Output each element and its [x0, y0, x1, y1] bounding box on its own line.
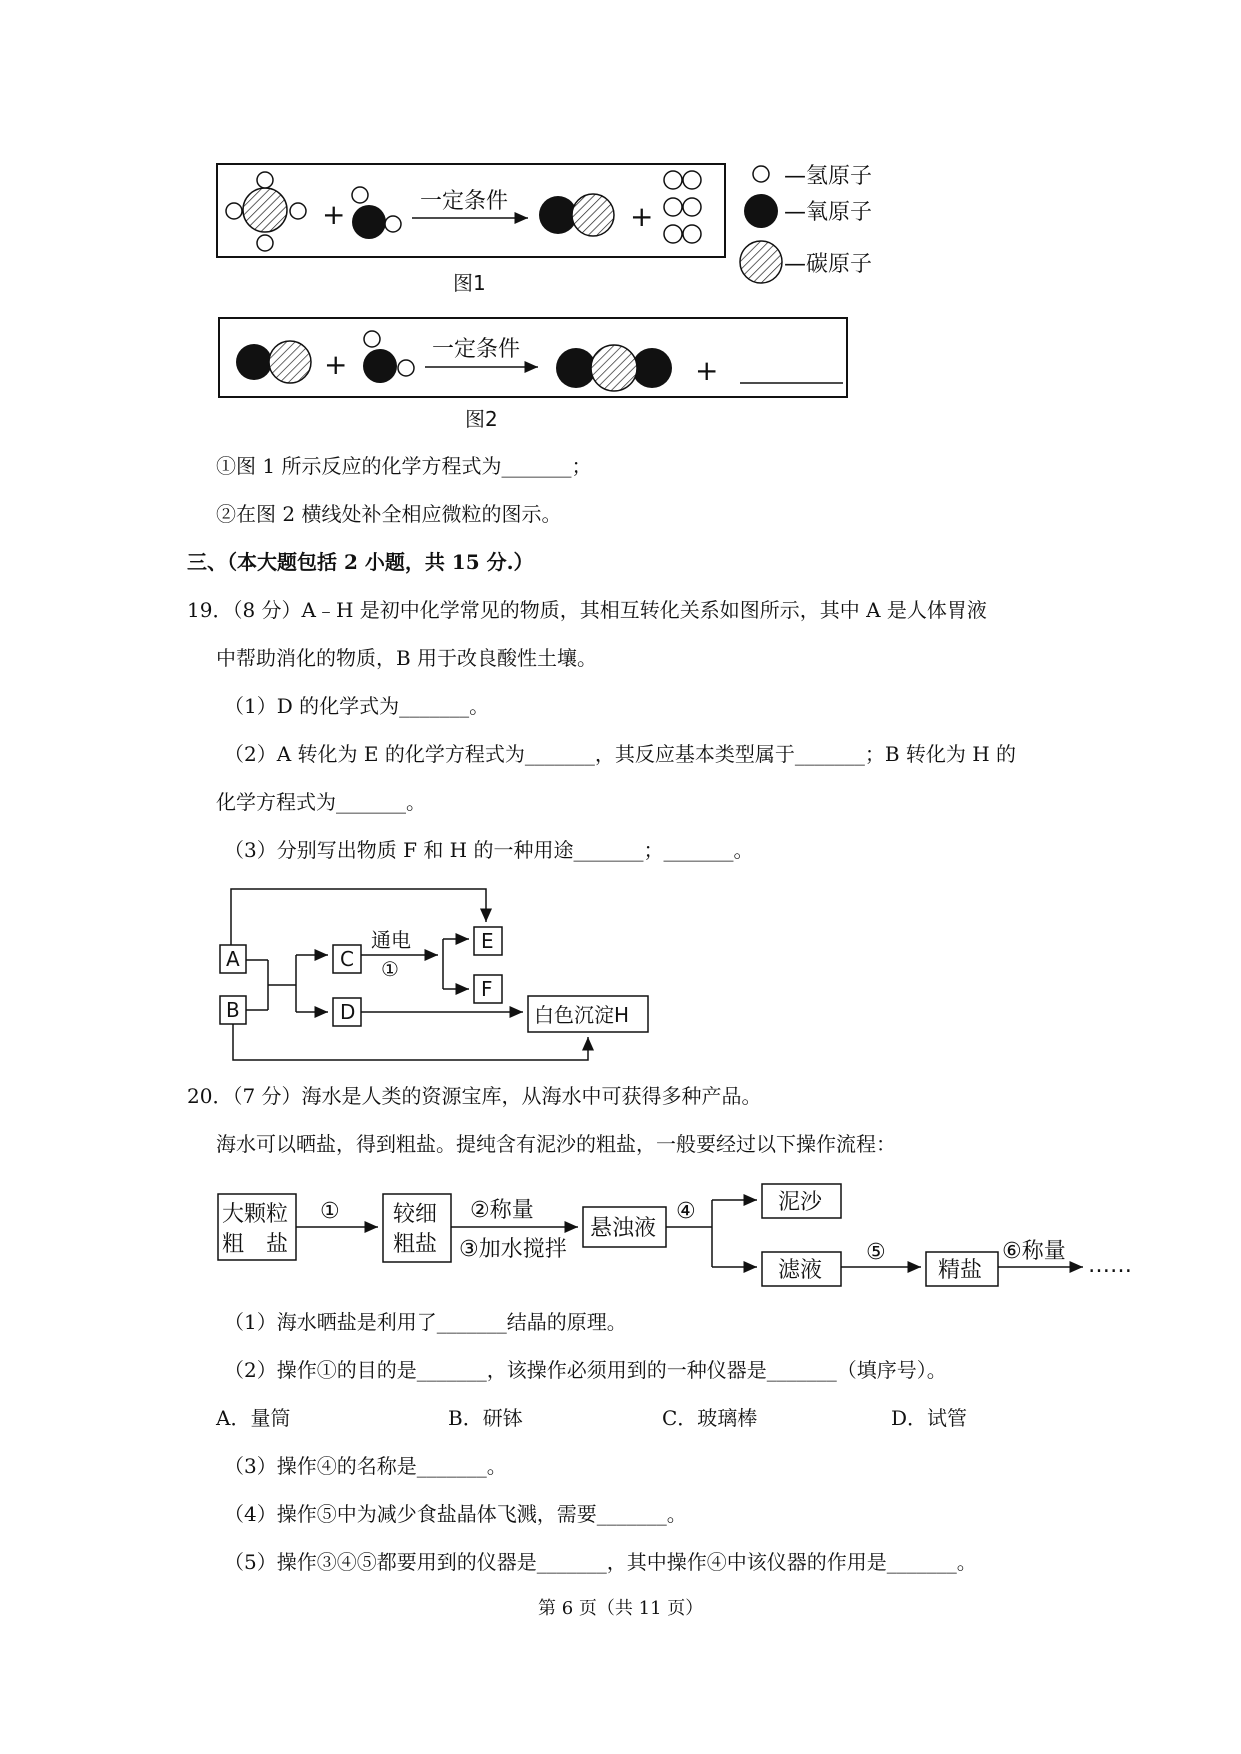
section-3-heading: 三、（本大题包括 2 小题，共 15 分.）: [187, 550, 534, 574]
legend-oxygen: —氧原子: [784, 200, 873, 225]
methane-molecule-icon: [226, 172, 306, 251]
figure1-condition: 一定条件: [420, 189, 509, 214]
q19-stem-line1: 19．（8 分）A﹣H 是初中化学常见的物质，其相互转化关系如图所示，其中 A 是人体胃液: [187, 598, 987, 622]
q19-sub2-line1: （2）A 转化为 E 的化学方程式为_______，其反应基本类型属于_______；B 转化为 H 的: [224, 742, 1017, 766]
water-molecule-icon: [363, 331, 414, 383]
q20-option-d: D．试管: [891, 1406, 968, 1430]
flow-box6: 精盐: [938, 1258, 983, 1283]
q20-sub2: （2）操作①的目的是_______，该操作必须用到的一种仪器是_______（填序号）。: [224, 1358, 947, 1382]
flow-step1: ①: [320, 1199, 340, 1224]
flow-step4: ④: [676, 1199, 696, 1224]
flow-box4: 泥沙: [778, 1190, 823, 1215]
label-A: A: [226, 947, 240, 971]
label-E: E: [481, 929, 494, 953]
plus-sign: +: [630, 200, 654, 233]
page-footer: 第 6 页（共 11 页）: [538, 1598, 704, 1619]
q19-diagram: [220, 889, 648, 1060]
plus-sign: +: [324, 348, 348, 381]
plus-sign: +: [695, 354, 719, 387]
q18-sub2: ②在图 2 横线处补全相应微粒的图示。: [216, 502, 562, 526]
label-B: B: [226, 998, 240, 1022]
atom-legend: [740, 164, 872, 283]
co-molecule-icon: [539, 194, 614, 236]
plus-sign: +: [322, 198, 346, 231]
label-electrolysis: 通电: [371, 928, 411, 952]
carbon-atom-icon: [740, 241, 782, 283]
q20-option-a: A．量筒: [216, 1406, 291, 1430]
flow-box1-line1: 大颗粒: [222, 1202, 289, 1227]
flow-box3: 悬浊液: [590, 1216, 657, 1241]
co2-molecule-icon: [556, 345, 672, 391]
q20-sub4: （4）操作⑤中为减少食盐晶体飞溅，需要_______。: [224, 1502, 687, 1526]
label-F: F: [481, 977, 493, 1001]
figure1-caption: 图1: [453, 271, 486, 295]
co-molecule-icon: [236, 341, 311, 383]
q20-stem-line2: 海水可以晒盐，得到粗盐。提纯含有泥沙的粗盐，一般要经过以下操作流程：: [216, 1132, 896, 1156]
flow-box2-line2: 粗盐: [393, 1232, 438, 1257]
flow-box1-line2: 粗 盐: [222, 1232, 289, 1257]
figure2: [219, 318, 847, 431]
q20-sub5: （5）操作③④⑤都要用到的仪器是_______，其中操作④中该仪器的作用是_______。: [224, 1550, 977, 1574]
q20-sub3: （3）操作④的名称是_______。: [224, 1454, 507, 1478]
hydrogen-atom-icon: [753, 166, 769, 182]
q19-sub2-line2: 化学方程式为_______。: [216, 790, 426, 814]
q20-option-b: B．研钵: [448, 1406, 523, 1430]
legend-hydrogen: —氢原子: [784, 164, 873, 189]
q19-sub3: （3）分别写出物质 F 和 H 的一种用途_______；_______。: [224, 838, 754, 862]
flow-step6: ⑥称量: [1002, 1239, 1066, 1264]
water-molecule-icon: [352, 187, 401, 239]
flow-box2-line1: 较细: [393, 1202, 438, 1227]
q18-sub1: ①图 1 所示反应的化学方程式为_______；: [216, 454, 592, 478]
flow-ellipsis: ……: [1088, 1253, 1132, 1278]
figure2-caption: 图2: [465, 407, 498, 431]
q20-option-c: C．玻璃棒: [662, 1406, 758, 1430]
figure2-frame: [219, 318, 847, 397]
label-H: 白色沉淀H: [534, 1003, 630, 1027]
label-step-1: ①: [381, 957, 399, 981]
q20-stem-line1: 20．（7 分）海水是人类的资源宝库，从海水中可获得多种产品。: [187, 1084, 762, 1108]
label-C: C: [340, 947, 354, 971]
legend-carbon: —碳原子: [784, 252, 873, 277]
flow-step2: ②称量: [470, 1198, 534, 1223]
q20-sub1: （1）海水晒盐是利用了_______结晶的原理。: [224, 1310, 627, 1334]
q20-flowchart: [218, 1184, 1132, 1286]
flow-step3: ③加水搅拌: [459, 1237, 567, 1262]
q19-stem-line2: 中帮助消化的物质，B 用于改良酸性土壤。: [216, 646, 598, 670]
flow-box5: 滤液: [778, 1258, 823, 1283]
figure1: [217, 164, 872, 295]
figure2-condition: 一定条件: [432, 337, 521, 362]
hydrogen-molecules-icon: [664, 171, 701, 243]
flow-step5: ⑤: [866, 1240, 886, 1265]
oxygen-atom-icon: [744, 194, 778, 228]
label-D: D: [340, 1000, 356, 1024]
q19-sub1: （1）D 的化学式为_______。: [224, 694, 490, 718]
